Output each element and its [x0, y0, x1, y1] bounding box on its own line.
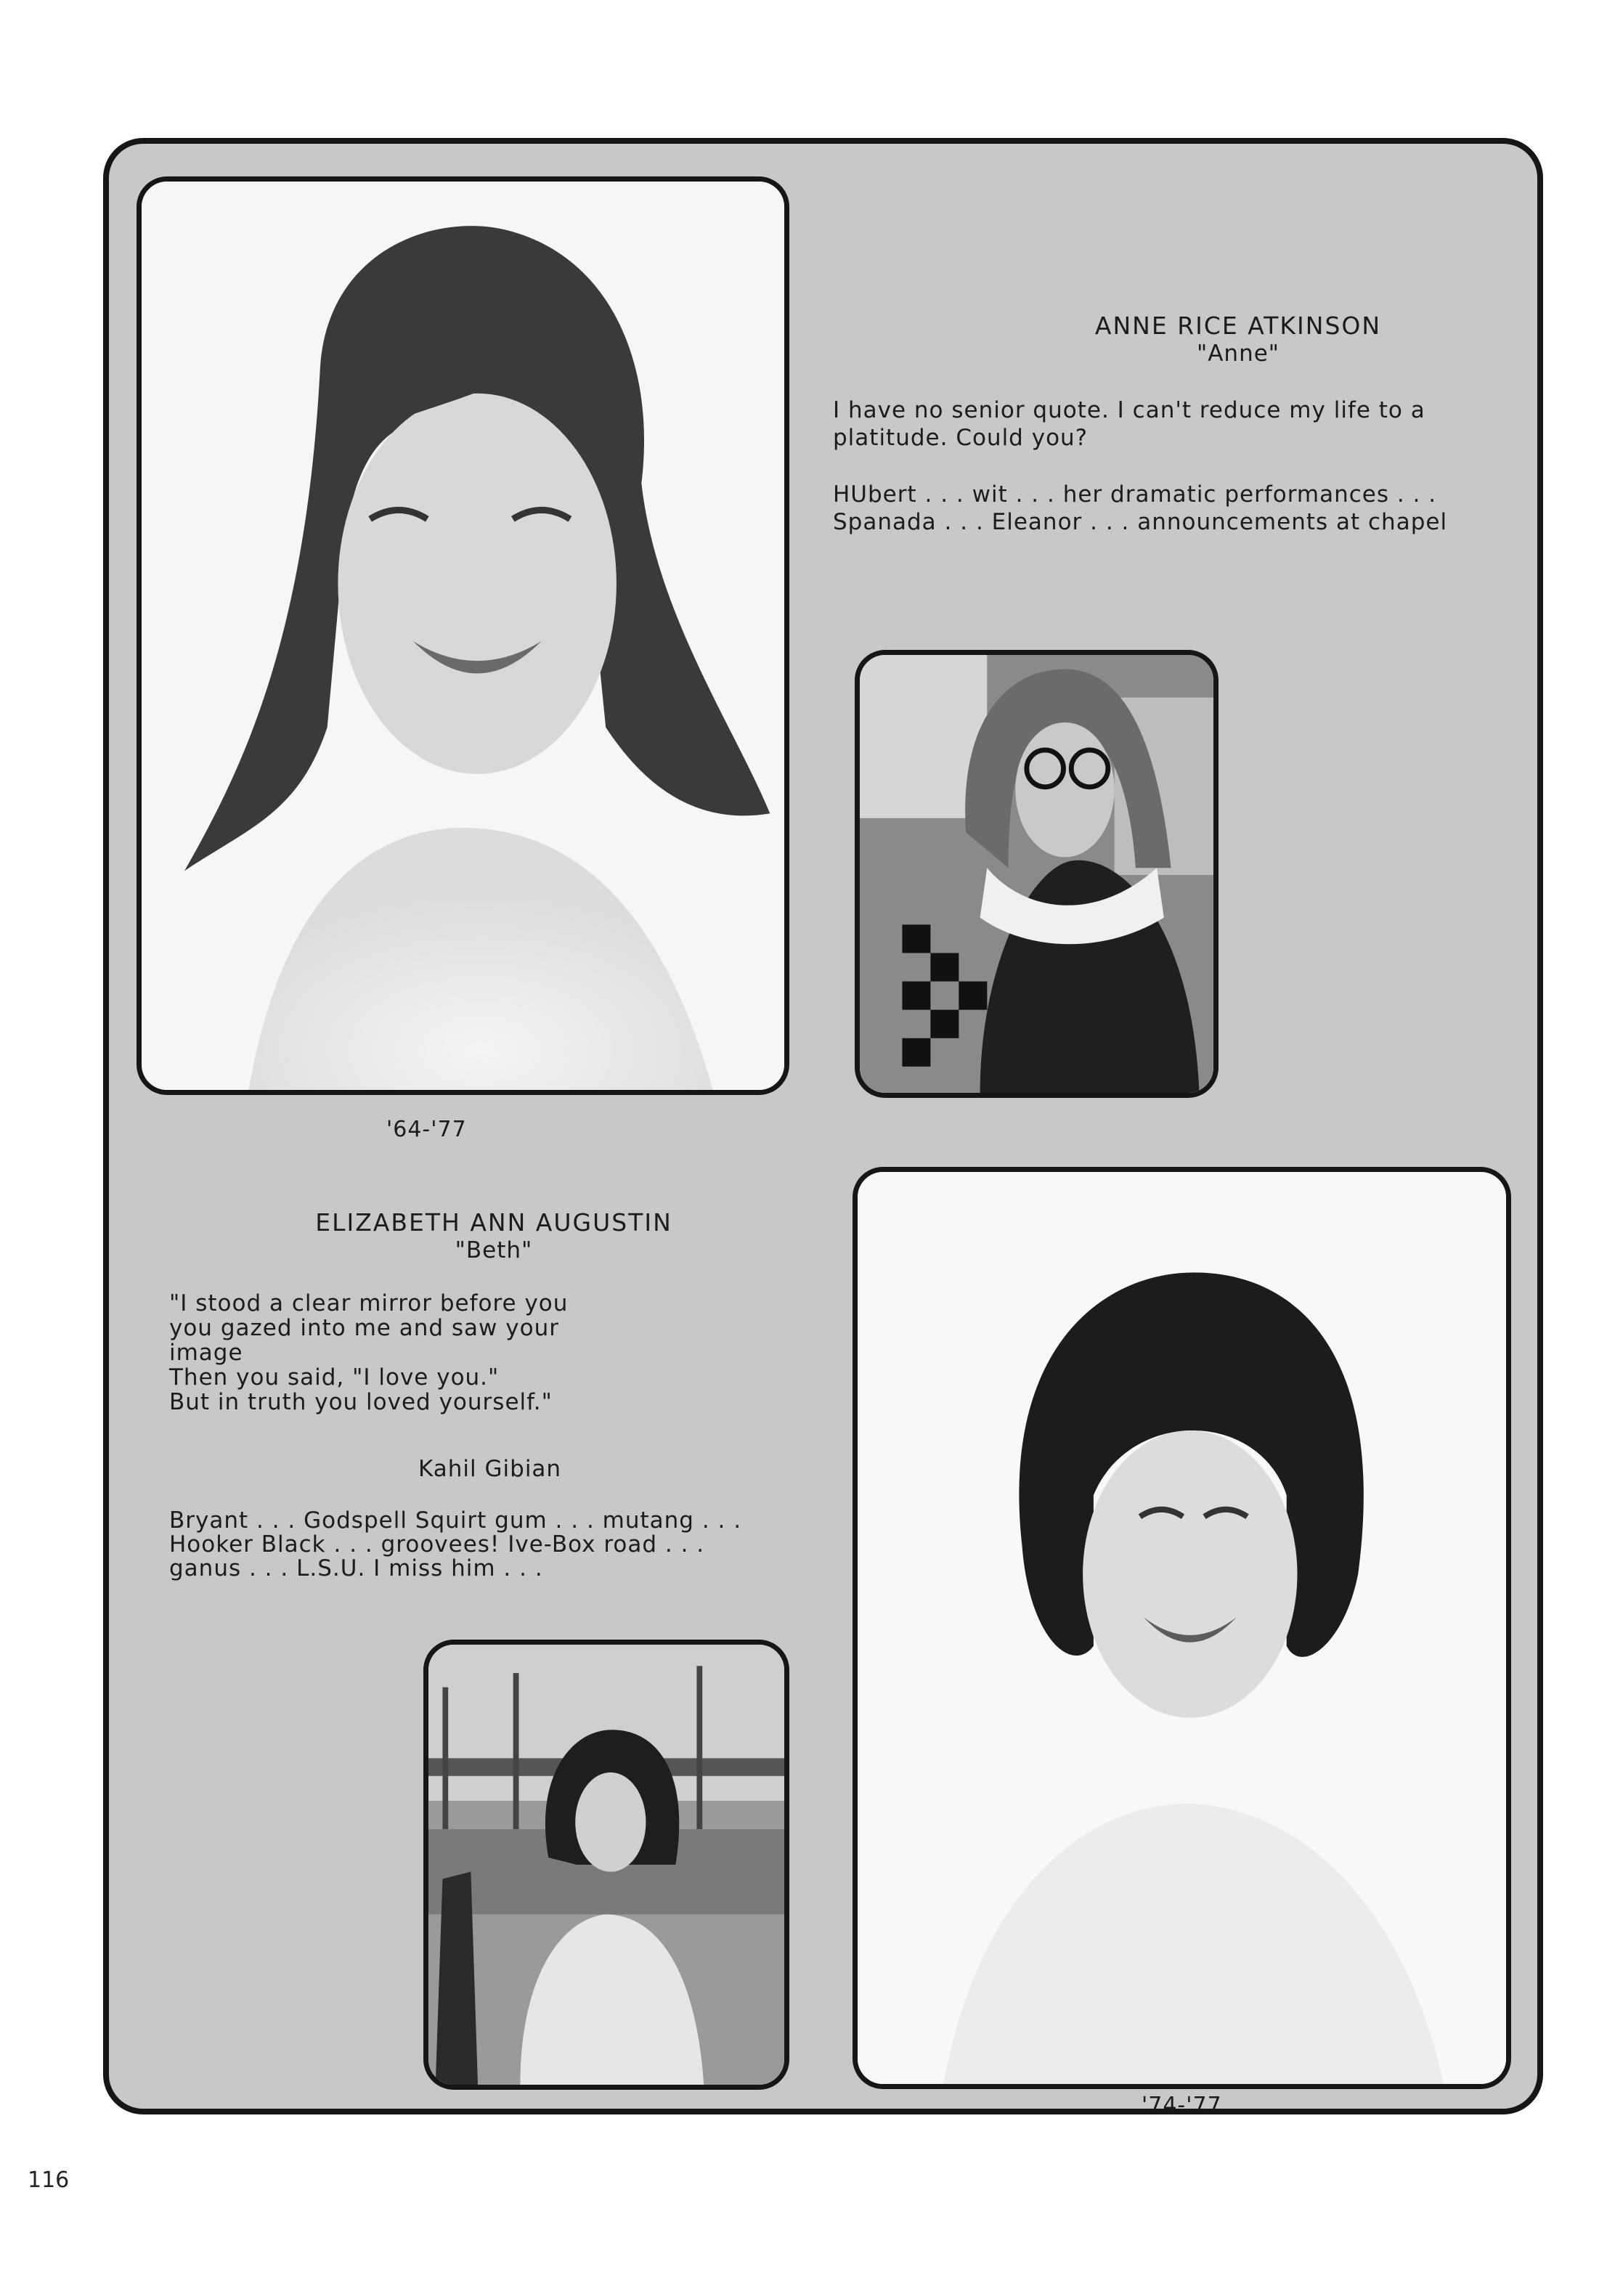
beth-nickname: "Beth"	[455, 1237, 533, 1263]
beth-portrait-photo	[853, 1167, 1511, 2089]
beth-candid-photo	[423, 1640, 789, 2090]
beth-years: '74-'77	[1142, 2093, 1222, 2118]
anne-name: ANNE RICE ATKINSON	[1094, 312, 1382, 340]
anne-nickname: "Anne"	[1196, 341, 1280, 367]
beth-memories: Bryant . . . Godspell Squirt gum . . . mutang . . . Hooker Black . . . groovees! Ive-Box road . . . ganus . . . L.S.U. I miss him . . .	[169, 1507, 742, 1581]
beth-quote: "I stood a clear mirror before you you gazed into me and saw your image Then you said, "I love you." But in truth you loved yourself."	[169, 1290, 569, 1415]
anne-candid-photo	[855, 650, 1219, 1098]
anne-memories: HUbert . . . wit . . . her dramatic performances . . . Spanada . . . Eleanor . . . announcements at chapel	[833, 481, 1448, 535]
page-number: 116	[28, 2167, 70, 2193]
anne-portrait-photo	[137, 176, 789, 1095]
beth-name: ELIZABETH ANN AUGUSTIN	[315, 1208, 672, 1237]
anne-years: '64-'77	[386, 1117, 467, 1142]
anne-quote: I have no senior quote. I can't reduce my life to a platitude. Could you?	[833, 397, 1425, 451]
beth-quote-author: Kahil Gibian	[418, 1456, 562, 1482]
